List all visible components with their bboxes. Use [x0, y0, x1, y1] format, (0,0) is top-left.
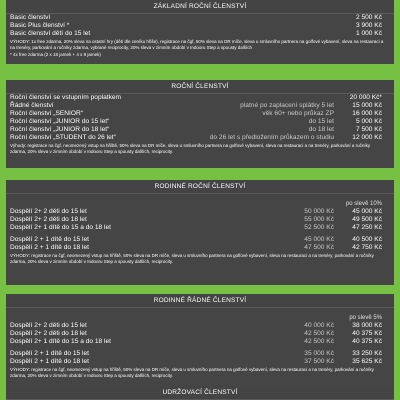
- discount-label: po slevě 10%: [345, 201, 382, 207]
- row-full-price: 45 000 Kč: [304, 236, 334, 243]
- row-name: Roční členství se vstupním poplatkem: [10, 94, 122, 101]
- row-name: Basic Plus členství *: [10, 22, 70, 29]
- row-price: 38 000 Kč: [352, 322, 382, 329]
- row-full-price: 40 000 Kč: [304, 322, 334, 329]
- discount-label: po slevě 5%: [349, 315, 382, 321]
- row-full-price: 42 500 Kč: [304, 338, 334, 345]
- benefits-note: VÝHODY: 1x free zdarma, 20% sleva na ostatní hry (dětí dle ceníku hřiše), registrace na čgf, 50% sleva na DR míče, sleva u smluvního partnera na golfové vybavení, sleva na restauraci a na trenéry, parkování a ručníky zdarma, vybrané reciprocity, 20% sleva v zimním období v Indooru Step a spousty dalších: [10, 39, 384, 51]
- price-row: [6, 224, 394, 232]
- price-row: [6, 94, 394, 102]
- row-price: 49 500 Kč: [352, 216, 382, 223]
- row-price: 47 250 Kč: [352, 224, 382, 231]
- row-price: 7 500 Kč: [355, 126, 382, 133]
- row-price: 40 375 Kč: [352, 330, 382, 337]
- row-name: Dospělí 2+ 1 dítě do 15 a do 18 let: [10, 338, 111, 345]
- row-name: Dospělí 2+ 2 děti do 15 let: [10, 322, 87, 329]
- price-row: [6, 208, 394, 216]
- row-full-price: 37 500 Kč: [304, 358, 334, 365]
- annual-membership-panel: [6, 80, 394, 168]
- row-price: 2 500 Kč: [355, 14, 382, 21]
- row-price: 40 500 Kč: [352, 236, 382, 243]
- row-price: 5 000 Kč: [355, 118, 382, 125]
- row-price: 20 000 Kč*: [349, 94, 382, 101]
- row-name: Dospělí 2+ 1 dítě do 15 a do 18 let: [10, 224, 111, 231]
- row-name: Dospělí 2 + 1 dítě do 18 let: [10, 358, 89, 365]
- row-name: Basic členství dětí do 15 let: [10, 30, 91, 37]
- row-name: Basic členství: [10, 14, 51, 21]
- row-price: 1 000 Kč: [355, 30, 382, 37]
- price-row: [6, 236, 394, 244]
- row-name: Roční členství „JUNIOR do 15 let“: [10, 118, 110, 125]
- row-full-price: 55 000 Kč: [304, 216, 334, 223]
- row-condition: do 18 let: [308, 126, 334, 133]
- price-row: [6, 30, 394, 38]
- row-full-price: 35 000 Kč: [304, 350, 334, 357]
- price-row: [6, 216, 394, 224]
- maintenance-membership-title: UDRŽOVACÍ ČLENSTVÍ: [6, 386, 394, 400]
- price-row: [6, 102, 394, 110]
- row-full-price: 50 000 Kč: [304, 208, 334, 215]
- benefits-note: Výhody: registrace na čgf, neomezený vstup na hřiště, 50% sleva na DR míče, sleva u smluvního partnera na golfové vybavení, sleva na restauraci a na trenéry, parkování a ručníky zdarma, 20% sleva v zimním období v Indooru Step a spousty dalších, reciprocity.: [10, 143, 371, 155]
- row-full-price: 52 500 Kč: [304, 224, 334, 231]
- row-name: Dospělí 2 + 1 dítě do 15 let: [10, 350, 89, 357]
- benefits-note: VÝHODY: registrace na čgf, neomezený vstup na hřiště, 50% sleva na DR míče, sleva u smluvního partnera na golfové vybavení, sleva na restauraci a na trenéry, parkování a ručníky zdarma, 20% sleva v zimním období v Indooru Step a spousty dalších, reciprocity.: [10, 253, 374, 265]
- basic-membership-title: ZÁKLADNÍ ROČNÍ ČLENSTVÍ: [6, 0, 394, 14]
- row-price: 16 000 Kč: [352, 110, 382, 117]
- family-annual-membership-panel: [6, 180, 394, 285]
- row-name: Roční členství „JUNIOR do 18 let“: [10, 126, 110, 133]
- row-name: Dospělí 2+ 2 děti do 18 let: [10, 216, 87, 223]
- row-price: 45 000 Kč: [352, 208, 382, 215]
- price-row: [6, 338, 394, 346]
- family-annual-title: RODINNÉ ROČNÍ ČLENSTVÍ: [6, 180, 394, 194]
- row-name: Roční členství „SENIOR“: [10, 110, 83, 117]
- annual-membership-title: ROČNÍ ČLENSTVÍ: [6, 80, 394, 94]
- price-row: [6, 118, 394, 126]
- row-full-price: 42 500 Kč: [304, 330, 334, 337]
- row-condition: věk 60+ nebo průkaz ZP: [262, 110, 334, 117]
- row-name: Dospělí 2+ 2 děti do 15 let: [10, 208, 87, 215]
- price-row: [6, 126, 394, 134]
- row-name: Roční členství „STUDENT do 26 let“: [10, 134, 116, 141]
- row-price: 33 250 Kč: [352, 350, 382, 357]
- row-name: Dospělí 2+ 2 děti do 18 let: [10, 330, 87, 337]
- price-row: [6, 134, 394, 142]
- price-row: [6, 322, 394, 330]
- row-condition: platné po zaplacení splátky 5 let: [240, 102, 334, 109]
- discount-header-row: [6, 200, 394, 208]
- price-row: [6, 110, 394, 118]
- price-row: [6, 350, 394, 358]
- row-price: 12 000 Kč: [352, 134, 382, 141]
- price-row: [6, 244, 394, 252]
- row-price: 40 375 Kč: [352, 338, 382, 345]
- benefits-note: VÝHODY: registrace na čgf, neomezený vstup na hřiště, 50% sleva na DR míče, sleva u smluvního partnera na golfové vybavení, sleva na restauraci a na trenéry, parkování a ručníky zdarma, 20% sleva v zimním období v Indooru Step a spousty dalších, reciprocity.: [10, 367, 374, 379]
- row-price: 15 000 Kč: [352, 102, 382, 109]
- basic-membership-panel: [6, 0, 394, 64]
- row-price: 3 900 Kč: [355, 22, 382, 29]
- price-row: [6, 330, 394, 338]
- discount-header-row: [6, 314, 394, 322]
- maintenance-membership-panel: [6, 386, 394, 400]
- row-name: Dospělí 2 + 1 dítě do 15 let: [10, 236, 89, 243]
- row-condition: do 15 let: [308, 118, 334, 125]
- row-name: Dospělí 2 + 1 dítě do 18 let: [10, 244, 89, 251]
- family-regular-membership-panel: [6, 294, 394, 392]
- price-row: [6, 358, 394, 366]
- row-condition: do 26 let s předložením průkazem o studiu: [209, 134, 334, 141]
- row-full-price: 47 500 Kč: [304, 244, 334, 251]
- row-price: 35 625 Kč: [352, 358, 382, 365]
- price-row: [6, 22, 394, 30]
- family-regular-title: RODINNÉ ŘÁDNÉ ČLENSTVÍ: [6, 294, 394, 308]
- footnote: * 4x free zdarma (2 x 18 jamek + 4 x 9 jamek): [10, 52, 101, 58]
- price-row: [6, 14, 394, 22]
- row-name: Řádné členství: [10, 102, 54, 109]
- row-price: 42 750 Kč: [352, 244, 382, 251]
